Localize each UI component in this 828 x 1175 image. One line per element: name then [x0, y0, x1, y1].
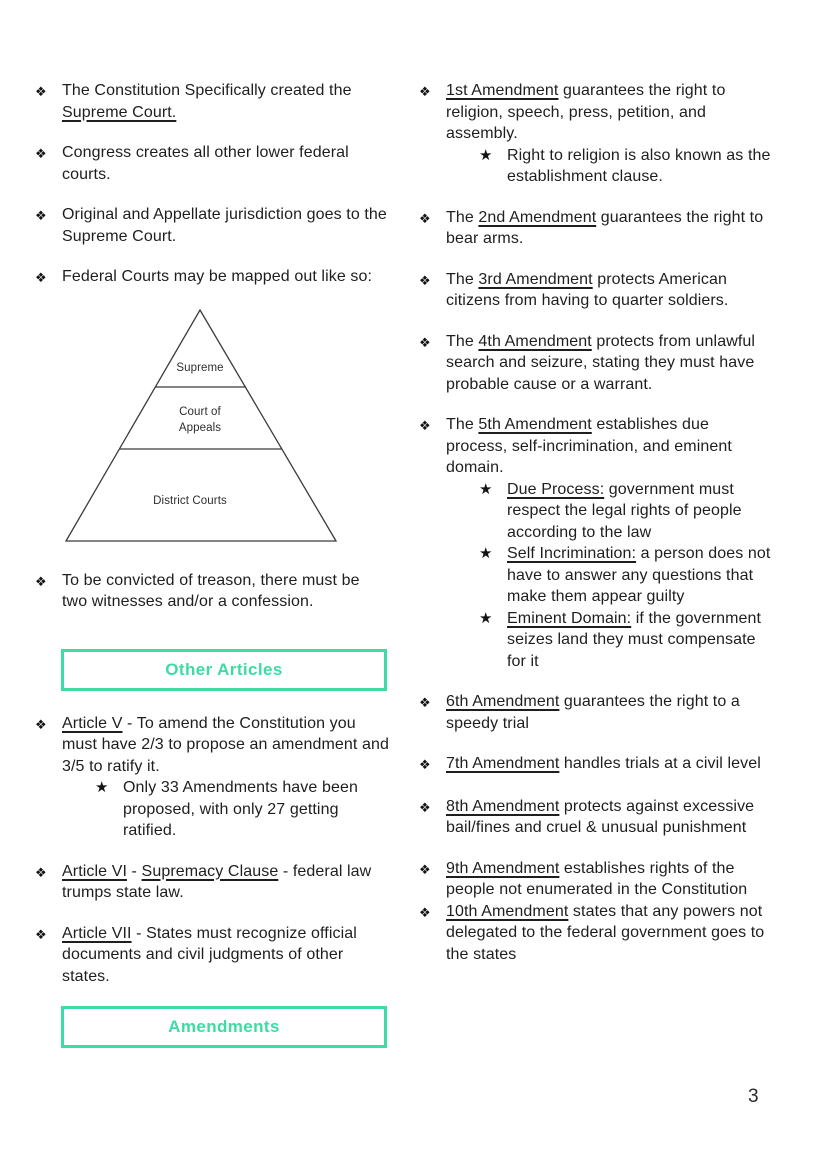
star-item [95, 777, 389, 842]
pyramid-level-label: District Courts [153, 494, 227, 507]
diamond-bullet-icon: ❖ [35, 574, 47, 590]
bullet-item [419, 80, 771, 188]
star-bullet-icon: ★ [479, 479, 493, 498]
bullet-item [419, 796, 771, 839]
star-item-text [507, 543, 771, 608]
text-run: The [446, 208, 479, 226]
section-header-box [61, 649, 387, 691]
bullet-item [35, 142, 389, 185]
right-column [419, 80, 771, 984]
diamond-bullet-icon: ❖ [419, 800, 431, 816]
page-number: 3 [748, 1086, 759, 1107]
bullet-paragraph [446, 331, 771, 396]
bullet-text [446, 331, 771, 396]
bullet-text [446, 691, 771, 734]
bullet-paragraph [62, 80, 389, 123]
text-run: - To amend the Constitution you must have 2/3 to propose an amendment and 3/5 to ratify it. [62, 714, 389, 775]
star-bullet-icon: ★ [95, 778, 109, 796]
bullet-paragraph [62, 861, 389, 904]
star-item-text [507, 608, 771, 673]
text-run: establishes due process, self-incrimination, and eminent domain. [446, 416, 732, 476]
diamond-bullet-icon: ❖ [35, 209, 47, 224]
bullet-item [419, 753, 771, 777]
underlined-term: 10th Amendment [446, 902, 569, 920]
bullet-text [62, 142, 389, 185]
star-item [479, 145, 771, 188]
diamond-bullet-icon: ❖ [35, 927, 47, 943]
diamond-bullet-icon: ❖ [419, 696, 431, 711]
underlined-term: Supreme Court. [62, 103, 177, 121]
bullet-paragraph [446, 269, 771, 312]
bullet-paragraph [62, 570, 389, 613]
diamond-bullet-icon: ❖ [419, 85, 431, 100]
text-run: a person does not have to answer any questions that make them appear guilty [507, 545, 771, 605]
bullet-text [446, 414, 771, 672]
text-run: To be convicted of treason, there must be two witnesses and/or a confession. [62, 571, 360, 610]
text-run: The [446, 416, 479, 433]
bullet-paragraph [446, 858, 771, 901]
left-column [35, 80, 389, 1048]
bullet-paragraph [446, 80, 771, 145]
text-run: Original and Appellate jurisdiction goes to the Supreme Court. [62, 206, 387, 245]
diamond-bullet-icon: ❖ [419, 862, 431, 878]
star-bullet-icon: ★ [479, 544, 493, 562]
section-header-label: Other Articles [165, 659, 283, 679]
bullet-item [419, 691, 771, 734]
text-run: - States must recognize official documents and civil judgments of other states. [62, 924, 357, 985]
bullet-text [446, 269, 771, 312]
bullet-item [35, 80, 389, 123]
bullet-text [446, 796, 771, 839]
star-item-text [123, 777, 389, 842]
underlined-term: Article VI [62, 862, 128, 880]
underlined-term: 4th Amendment [478, 332, 592, 350]
diamond-bullet-icon: ❖ [419, 273, 431, 289]
diamond-bullet-icon: ❖ [419, 211, 431, 227]
bullet-item [419, 331, 771, 396]
bullet-item [35, 570, 389, 613]
diamond-bullet-icon: ❖ [35, 865, 47, 881]
underlined-term: 2nd Amendment [478, 208, 597, 226]
diamond-bullet-icon: ❖ [35, 717, 47, 733]
text-run: guarantees the right to religion, speech, press, petition, and assembly. [446, 82, 726, 142]
text-run: protects against excessive bail/fines and cruel & unusual punishment [446, 797, 755, 836]
star-bullet-icon: ★ [479, 145, 493, 164]
bullet-paragraph [62, 713, 389, 778]
bullet-item [419, 901, 771, 966]
bullet-paragraph [446, 796, 771, 839]
underlined-term: 3rd Amendment [478, 270, 593, 288]
pyramid-level-label: Court of Appeals [178, 405, 222, 434]
bullet-item [35, 861, 389, 904]
underlined-term: Eminent Domain: [507, 609, 632, 627]
bullet-item [419, 858, 771, 901]
text-run: The [446, 332, 479, 350]
text-run: government must respect the legal rights of people according to the law [507, 480, 742, 541]
text-run: Federal Courts may be mapped out like so: [62, 268, 373, 285]
text-run: The Constitution Specifically created the [62, 82, 352, 99]
diamond-bullet-icon: ❖ [35, 271, 47, 286]
bullet-paragraph [62, 204, 389, 247]
bullet-text [62, 204, 389, 247]
diamond-bullet-icon: ❖ [35, 85, 47, 100]
bullet-paragraph [62, 142, 389, 185]
text-run: - federal law trumps state law. [62, 862, 372, 901]
text-run: protects from unlawful search and seizure, stating they must have probable cause or a warrant. [446, 332, 756, 393]
section-header-box [61, 1006, 387, 1048]
bullet-text [62, 266, 389, 290]
bullet-text [62, 713, 389, 842]
bullet-item [419, 207, 771, 250]
star-item-text [507, 145, 771, 188]
section-header-label: Amendments [168, 1017, 280, 1037]
text-run: guarantees the right to bear arms. [446, 208, 764, 247]
bullet-text [446, 207, 771, 250]
text-run: states that any powers not delegated to the federal government goes to the states [446, 902, 765, 963]
courts-pyramid-diagram [65, 309, 337, 542]
diamond-bullet-icon: ❖ [419, 335, 431, 351]
bullet-paragraph [62, 923, 389, 988]
text-run: establishes rights of the people not enumerated in the Constitution [446, 859, 748, 898]
bullet-text [446, 80, 771, 188]
bullet-text [446, 858, 771, 901]
bullet-item [419, 269, 771, 312]
bullet-text [62, 923, 389, 988]
diamond-bullet-icon: ❖ [35, 147, 47, 162]
bullet-text [62, 861, 389, 904]
bullet-item [35, 204, 389, 247]
pyramid-level-label: Supreme [176, 361, 224, 374]
text-run: Right to religion is also known as the establishment clause. [507, 146, 771, 185]
star-item [479, 608, 771, 673]
text-run: - [127, 862, 142, 880]
text-run: Congress creates all other lower federal courts. [62, 144, 349, 183]
underlined-term: 8th Amendment [446, 797, 560, 815]
bullet-item [35, 713, 389, 842]
star-item [479, 479, 771, 544]
star-item-text [507, 479, 771, 544]
diamond-bullet-icon: ❖ [419, 419, 431, 434]
underlined-term: Supremacy Clause [141, 862, 279, 880]
bullet-item [35, 266, 389, 290]
bullet-text [62, 570, 389, 613]
text-run: if the government seizes land they must compensate for it [507, 609, 762, 670]
text-run: The [446, 270, 479, 288]
underlined-term: 6th Amendment [446, 693, 560, 710]
bullet-text [62, 80, 389, 123]
bullet-text [446, 901, 771, 966]
diamond-bullet-icon: ❖ [419, 905, 431, 921]
star-bullet-icon: ★ [479, 608, 493, 627]
underlined-term: 1st Amendment [446, 82, 559, 99]
bullet-text [446, 753, 771, 777]
underlined-term: Due Process: [507, 480, 605, 498]
underlined-term: 5th Amendment [478, 416, 592, 433]
bullet-paragraph [446, 753, 771, 775]
text-run: handles trials at a civil level [559, 755, 761, 772]
bullet-paragraph [446, 901, 771, 966]
bullet-paragraph [62, 266, 389, 288]
bullet-item [35, 923, 389, 988]
bullet-paragraph [446, 207, 771, 250]
underlined-term: 9th Amendment [446, 859, 560, 877]
text-run: protects American citizens from having to quarter soldiers. [446, 270, 729, 309]
underlined-term: 7th Amendment [446, 755, 560, 772]
underlined-term: Article V [62, 714, 123, 732]
underlined-term: Self Incrimination: [507, 545, 637, 562]
bullet-paragraph [446, 414, 771, 479]
text-run: guarantees the right to a speedy trial [446, 693, 740, 732]
star-item [479, 543, 771, 608]
diamond-bullet-icon: ❖ [419, 758, 431, 773]
bullet-paragraph [446, 691, 771, 734]
underlined-term: Article VII [62, 924, 132, 942]
bullet-item [419, 414, 771, 672]
text-run: Only 33 Amendments have been proposed, with only 27 getting ratified. [123, 779, 358, 839]
